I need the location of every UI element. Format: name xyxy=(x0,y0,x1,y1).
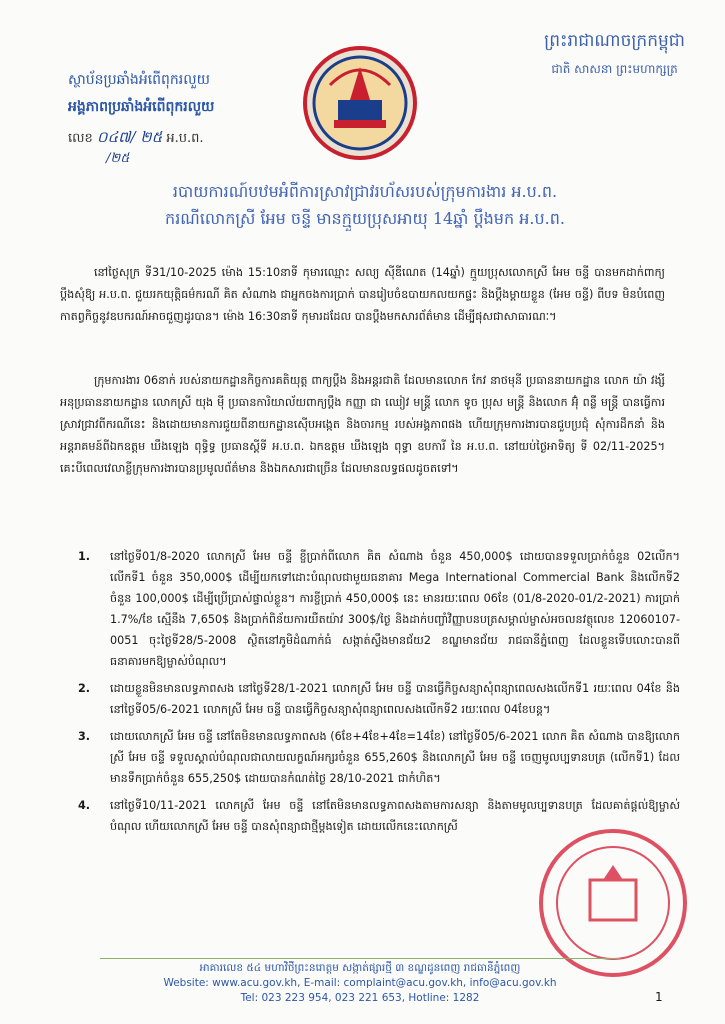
footer xyxy=(100,958,620,1006)
footer-phones: Tel: 023 223 954, 023 221 653, Hotline: 1282 xyxy=(240,992,480,1004)
acu-logo-icon xyxy=(300,45,420,163)
item-text: នៅថ្ងៃទី01/8-2020 លោកស្រី អែម ចន្ទី ខ្ចីប្រាក់ពីលោក គិត សំណាង ចំនួន 450,000$ ដោយបានទទួលប្រាក់ចំនួន 02លើក។ លើកទី1 ចំនួន 350,000$ ដើម្បីយកទៅដោះបំណុលជាមួយធនាគារ Mega International Commercial Bank និងលើកទី2 ចំនួន 100,000$ ដើម្បីប្រើប្រាស់ផ្ទាល់ខ្លួន។ ការខ្ចីប្រាក់ 450,000$ នេះ មានរយៈពេល 06ខែ (01/8-2020-01/2-2021) ការប្រាក់ 1.7%/ខែ ស្មើនឹង 7,650$ និងប្រាក់ពិន័យការយឺតយ៉ាវ 300$/ថ្ងៃ និងដាក់បញ្ចាំវិញ្ញាបនបត្រសម្គាល់ម្ចាស់អចលនវត្ថុលេខ 12060107-0051 ចុះថ្ងៃទី28/5-2008 ស្ថិតនៅភូមិដំណាក់ធំ សង្កាត់ស្ទឹងមានជ័យ2 ខណ្ឌមានជ័យ រាជធានីភ្នំពេញ ដែលខ្លួនទើបលោះបានពីធនាគារមកឱ្យម្ចាស់បំណុល។ xyxy=(110,550,680,668)
paragraph-text: នៅថ្ងៃសុក្រ ទី31/10-2025 ម៉ោង 15:10នាទី កុមារឈ្មោះ សល្យ ស៊ីឌីណេត (14ឆ្នាំ) ក្មួយប្រុសលោកស្រី អែម ចន្ទី បានមកដាក់ពាក្យប្ដឹងសុំឱ្យ អ.ប.ព. ជួយរកយុត្តិធម៌ករណី គិត សំណាង ជាអ្នកចងការប្រាក់ បានរៀបចំឧបាយកលយកផ្ទះ និងប្ដឹងម្ដាយខ្លួន (អែម ចន្ទី) ពីបទ មិនបំពេញកាតព្វកិច្ចនូវឧបករណ៍អាចជួញដូរបាន។ ម៉ោង 16:30នាទី កុមារដដែល បានប្ដឹងមកសារព័ត៌មាន ដើម្បីផុសជាសាធារណៈ។ xyxy=(60,266,665,323)
body-paragraph-1 xyxy=(60,262,665,328)
item-text: ដោយលោកស្រី អែម ចន្ទី នៅតែមិនមានលទ្ធភាពសង (6ខែ+4ខែ+4ខែ=14ខែ) នៅថ្ងៃទី05/6-2021 លោក គិត សំណាង បានឱ្យលោកស្រី អែម ចន្ទី ទទួលស្គាល់បំណុលជាលាយលក្ខណ៍អក្សរចំនួន 655,260$ និងលោកស្រី អែម ចន្ទី ចេញមូលប្បទានបត្រ (លើកទី1) ដែលមានទឹកប្រាក់ចំនួន 655,250$ ដោយបានកំណត់ថ្ងៃ 28/10-2021 ជាកំហិត។ xyxy=(110,730,680,785)
item-text: នៅថ្ងៃទី10/11-2021 លោកស្រី អែម ចន្ទី នៅតែមិនមានលទ្ធភាពសងតាមការសន្យា និងតាមមូលប្បទានបត្រ ដែលគាត់ផ្ដល់ឱ្យម្ចាស់បំណុល ហើយលោកស្រី អែម ចន្ទី បានសុំពន្យាជាថ្មីម្ដងទៀត ដោយលើកនេះលោកស្រី xyxy=(110,799,680,833)
title-line2: ករណីលោកស្រី អែម ចន្ទី មានក្មួយប្រុសអាយុ 14ឆ្នាំ ប្ដឹងមក អ.ប.ព. xyxy=(165,209,565,228)
reference-number xyxy=(68,128,214,150)
item-number: 4. xyxy=(78,799,91,812)
list-item xyxy=(80,678,680,720)
findings-list xyxy=(80,546,680,843)
agency-line2: អង្គភាពប្រឆាំងអំពើពុករលួយ xyxy=(68,99,215,115)
footer-address: អាគារលេខ ៥៤ មហាវិថីព្រះនរោត្តម សង្កាត់ផ្សារថ្មី ៣ ខណ្ឌដូនពេញ រាជធានីភ្នំពេញ xyxy=(100,958,620,976)
ref-number: ០៤៧/ ២៥ xyxy=(96,128,163,146)
item-number: 2. xyxy=(78,682,91,695)
item-number: 3. xyxy=(78,730,91,743)
list-item xyxy=(80,546,680,672)
paragraph-text: ក្រុមការងារ 06នាក់ របស់នាយកដ្ឋានកិច្ចការគតិយុត្ត ពាក្យប្ដឹង និងអន្តរជាតិ ដែលមានលោក កែវ នាថមុនី ប្រធាននាយកដ្ឋាន លោក យ៉ា វង្សី អនុប្រធាននាយកដ្ឋាន លោកស្រី យុង ម៉ី ប្រធានការិយាល័យពាក្យប្ដឹង កញ្ញា ជា ឈៀវ មន្ត្រី លោក ទូច ប្រុស មន្ត្រី និងលោក អ៊ុំ ពន្លឺ មន្ត្រី បានធ្វើការស្រាវជ្រាវពីករណីនេះ និងដោយមានការជួយពីនាយកដ្ឋានស៊ើបអង្កេត និងចារកម្ម របស់អង្គភាពផង ហើយក្រុមការងារបានជួបប្រជុំ សុំការដឹកនាំ និងអន្តរាគមន៍ពីឯកឧត្តម ឃឹងឡេង ពុទ្ធិទ្ធ ប្រធានស្ដីទី អ.ប.ព. ឯកឧត្តម ឃឹងឡេង ពុទ្ធា ឧបការី នៃ អ.ប.ព. នៅយប់ថ្ងៃអាទិត្យ ទី 02/11-2025។ គេះបីពេលវេលាខ្លីក្រុមការងារបានប្រមូលព័ត៌មាន និងឯកសារជាច្រើន ដែលមានលទ្ធផលដូចតទៅ។ xyxy=(60,374,665,475)
ref-prefix: លេខ xyxy=(68,131,93,146)
agency-block xyxy=(68,70,214,169)
page-number: 1 xyxy=(655,990,663,1004)
item-text: ដោយខ្លួនមិនមានលទ្ធភាពសង នៅថ្ងៃទី28/1-2021 លោកស្រី អែម ចន្ទី បានធ្វើកិច្ចសន្យាសុំពន្យាពេលសងលើកទី1 រយៈពេល 04ខែ និងនៅថ្ងៃទី05/6-2021 លោកស្រី អែម ចន្ទី បានធ្វើកិច្ចសន្យាសុំពន្យាពេលសងលើកទី2 រយៈពេល 04ខែបន្ត។ xyxy=(110,682,680,716)
list-item xyxy=(80,726,680,789)
ref-suffix: អ.ប.ព. xyxy=(166,131,204,146)
kingdom-line2: ជាតិ សាសនា ព្រះមហាក្សត្រ xyxy=(551,62,678,76)
official-stamp-icon xyxy=(535,825,690,980)
kingdom-line1: ព្រះរាជាណាចក្រកម្ពុជា xyxy=(544,31,685,51)
ref-line2: /២៥ xyxy=(106,151,130,166)
body-paragraph-2 xyxy=(60,370,665,480)
item-number: 1. xyxy=(78,550,91,563)
report-title xyxy=(60,178,670,232)
footer-contact: Website: www.acu.gov.kh, E-mail: complaint@acu.gov.kh, info@acu.gov.kh xyxy=(163,977,557,989)
agency-line1: ស្ថាប័នប្រឆាំងអំពើពុករលួយ xyxy=(68,72,210,88)
kingdom-header xyxy=(544,30,685,79)
title-line1: របាយការណ៍បឋមអំពីការស្រាវជ្រាវរហ័សរបស់ក្រុមការងារ អ.ប.ព. xyxy=(172,182,558,201)
